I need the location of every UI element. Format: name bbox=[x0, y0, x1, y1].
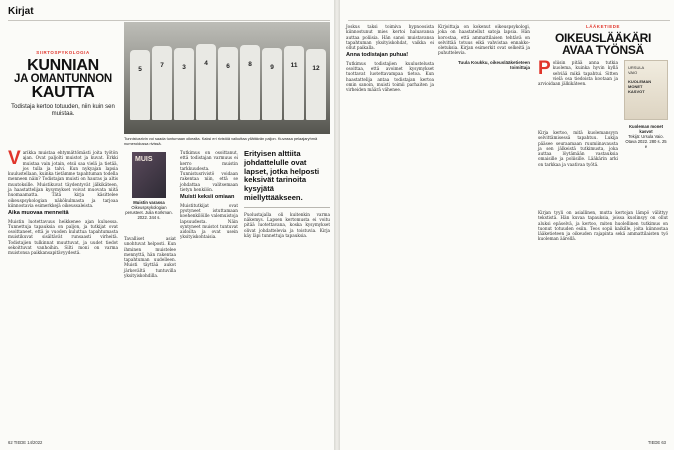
kicker-left: SIIRTOSPYKOLOGIA bbox=[36, 50, 90, 55]
book-caption-body: Oikeuspsykologian perusteet. Julia Korkman. 2022. 344 s. bbox=[125, 205, 173, 220]
column-6 bbox=[538, 60, 618, 86]
section-rule bbox=[8, 20, 330, 21]
photo-caption: Tunnistusrivin voi saada tuntumaan oikealta. Kaksi eri rivistöä vaikuttaa yllättävän paljon. Kuvassa pelaajaryhmä numeroidussa rivissä. bbox=[124, 136, 318, 146]
team-photo bbox=[124, 22, 330, 134]
intro-column: Varikka muistaa ehtymättömästi joita työtön ajan. Ovat paljolti muistot ja kuvat. Erkki muistaa vain jotain, etsii saa vielä ja tietää, jos tulla ja talvi. Kun nykyajan lapsia kuulustellaan, kuinka tietämme tapahtuman todella menneen näin? Todistajan muisti on hauras ja altis muutoksille. Muistikuvat täydentyvät jälkikäteen, ja haastattelijan kysymykset voivat muovata niitä huomaamatta. Tätä kirja käsittelee oikeuspsykologian näkökulmasta ja tarjoaa kiinnostavia esimerkkejä oikeussaleista. Aika muovaa menneitä Muistin luotettavuus heikkenee ajan kuluessa. Tunnettuja tapauksia on paljon, ja tutkijat ovat osoittaneet, että jo vuoden kuluttua tapahtumasta muistikuvat sisältävät runsaasti virheitä. Todistajien tulkinnat muuttuvat, ja uudet tiedot sekoittuvat vanhoihin. Silti moni on varma muistonsa paikkansapitävyydestä. bbox=[8, 148, 118, 256]
section-rule-right bbox=[348, 20, 670, 21]
column-4: Joskus taksi toimiva hypnoosista kiinnostunut mies kertoi haluavansa auttaa poliisia. Hän sanoi muistavansa tapahtuman yksityiskohdat, vaikka ei ollut paikalla. Anna todistajan puhua! Tutkimus todistajien kuulustelusta osoittaa, että avoimet kysymykset tuottavat luotettavampaa tietoa. Kun haastattelija antaa todistajan kertoa omin sanoin, muisti toimii parhaiten ja virheiden määrä vähenee. bbox=[346, 24, 434, 93]
title-line-2: JA OMANTUNNON bbox=[14, 73, 112, 85]
standfirst: Todistaja kertoo totuuden, niin kuin sen muistaa. bbox=[11, 104, 115, 117]
book-caption-title: Muistin varassa bbox=[133, 200, 165, 205]
page-number-left: 62 TIEDE 14/2022 bbox=[8, 440, 43, 445]
column-7: Kirja kertoo, mitä kuolemansyyn selvittämisessä tapahtuu. Lukija pääsee seuraamaan ruumiinavausta ja sen jälkeistä tutkimusta, joka auttaa löytämään vastauksia omaisille ja poliisille. Lääkärin arki on tarkkaa ja vaativaa työtä. bbox=[538, 130, 618, 167]
dropcap: V bbox=[8, 148, 21, 169]
column-3: Tutkimus on osoittanut, että todistajan varmuus ei kerro muistin tarkkuudesta. Tunnistusrivistö voidaan rakentaa niin, että se johdattaa valitsemaan tietyn henkilön. Muisti keksii omiaan Muistitutkijat ovat pystyneet istuttamaan koehenkilöille valemuistoja lapsuudesta. Näin syntyneet muistot tuntuvat aidoilta ja ovat usein yksityiskohtaisia. bbox=[180, 150, 238, 240]
title-line-1: KUNNIAN bbox=[27, 57, 99, 74]
subhead-3: Anna todistajan puhua! bbox=[346, 52, 409, 59]
book-cover-left: MUIS bbox=[132, 152, 166, 198]
column-8: Kirjan tyyli on asiallinen, mutta kertojan lämpö välittyy tekstistä. Hän kuvaa tapauksia, joissa kuolinsyy on ollut aluksi epäselvä, ja kertoo, miten huolellinen tutkimus on tuonut totuuden esiin. Teos sopii kaikille, joita kiinnostaa lääketieteen ja oikeuden rajapinta sekä ammattilaisten työ kuoleman äärellä. bbox=[538, 210, 668, 242]
subhead-2: Muisti keksii omiaan bbox=[180, 194, 235, 201]
subhead-1: Aika muovaa menneitä bbox=[8, 210, 69, 217]
jersey-number: 8 bbox=[248, 61, 252, 68]
book-caption-right-body: Tekijä: Ursula Vaio. Otava 2022. 280 s. 25 e bbox=[625, 134, 667, 149]
jersey-number: 6 bbox=[226, 63, 230, 70]
jersey-number: 7 bbox=[160, 62, 164, 69]
signature: Tuula Koukku, oikeuslääketieteen toimittaja bbox=[458, 59, 530, 71]
jersey-number: 9 bbox=[270, 64, 274, 71]
intro-text: arikka muistaa ehtymättömästi joita työtön ajan. Ovat paljolti muistot ja kuvat. Erkki muistaa vain jotain, etsii saa vielä ja tietää, jos tulla ja talvi. bbox=[22, 150, 118, 171]
book-caption-left bbox=[124, 200, 174, 220]
book-cover-right: URSULA VAIO KUOLEMAN MONET KASVOT bbox=[624, 60, 668, 120]
left-page bbox=[0, 0, 334, 450]
intro-right: oliisin pitää anna tutkia kuolema, kuinka hyvin kyllä selviää mikä tapahtui. Sitten vielä osa tiedoista kootaan ja arvioidaan jälkikäteen. bbox=[538, 60, 618, 87]
kicker-right: LÄÄKETIEDE bbox=[585, 24, 621, 29]
section-title: Kirjat bbox=[8, 6, 34, 17]
title-right-1: OIKEUSLÄÄKÄRI bbox=[554, 31, 652, 45]
headline-block bbox=[8, 50, 118, 118]
jersey-number: 12 bbox=[312, 65, 320, 72]
jersey-number: 3 bbox=[182, 64, 186, 71]
jersey-number: 4 bbox=[204, 60, 208, 67]
pullquote-block: Erityisen alttiita johdattelulle ovat lapset, jotka helposti keksivät tarinoita kysyjätä miellyttääkseen. Puolustajalla oli kuitenkin varma näkemys. Lapsen kertomusta ei voitu pitää luotettavana, koska kysymykset olivat johdattelevia ja toistuvia. Kirja käy läpi tunnettuja tapauksia. bbox=[244, 149, 330, 238]
title-line-3: KAUTTA bbox=[31, 84, 95, 101]
column-2: Tavalliset asiat unohtuvat helposti. Kun ihminen muistelee mennyttä, hän rakentaa tapahtuman uudelleen. Muisti täyttää aukot järkevältä tuntuvilla yksityiskohdilla. bbox=[124, 236, 176, 279]
dropcap-right: P bbox=[538, 58, 551, 79]
right-page bbox=[340, 0, 674, 450]
title-right-2: AVAA TYÖNSÄ bbox=[562, 43, 644, 57]
page-number-right: TIEDE 63 bbox=[647, 440, 666, 445]
pull-quote: Erityisen alttiita johdattelulle ovat lapset, jotka helposti keksivät tarinoita kysyjätä miellyttääkseen. bbox=[244, 149, 320, 202]
jersey-number: 5 bbox=[138, 66, 142, 73]
book-title-right: Kuoleman monet kasvot bbox=[629, 124, 663, 134]
headline-block-right bbox=[538, 24, 668, 56]
column-5: Kirjoittaja on kokenut oikeuspsykologi, joka on haastatellut satoja lapsia. Hän korostaa, että ammattilaisen tehtävä on selvittää totuus eikä vahvistaa ennakko-oletuksia. Kirjan esimerkit ovat selkeitä ja puhuttelevia. Tuula Koukku, oikeuslääketieteen toimittaja bbox=[438, 24, 530, 71]
jersey-number: 11 bbox=[290, 62, 298, 69]
book-caption-right bbox=[624, 124, 668, 149]
